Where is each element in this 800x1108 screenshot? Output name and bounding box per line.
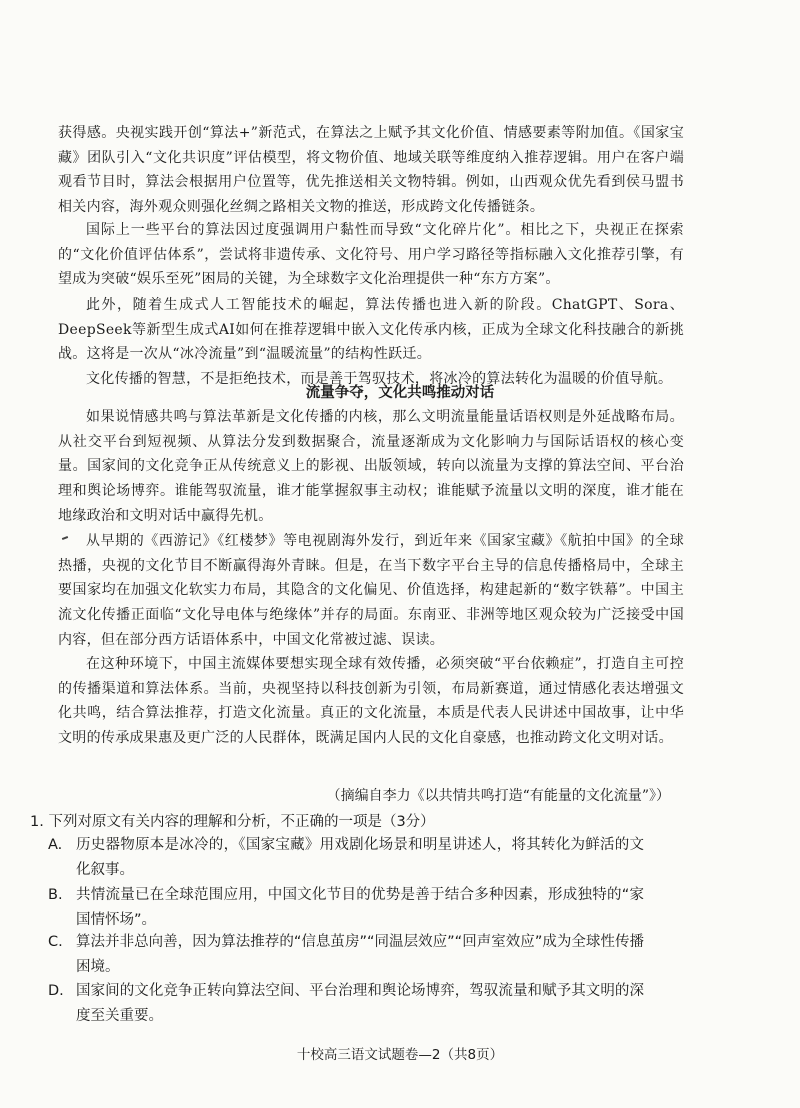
article-source: （摘编自李力《以共情共鸣打造“有能量的文化流量”》）: [326, 788, 670, 804]
option-a: [48, 833, 644, 883]
option-c: [48, 930, 644, 980]
article-paragraph-6: 从早期的《西游记》《红楼梦》等电视剧海外发行，到近年来《国家宝藏》《航拍中国》的全球热播，央视的文化节目不断赢得海外青睐。但是，在当下数字平台主导的信息传播格局中，全球主要国家均在加强文化软实力布局，其隐含的文化偏见、价值选择，构建起新的“数字铁幕”。中国主流文化传播正面临“文化导电体与绝缘体”并存的局面。东南亚、非洲等地区观众较为广泛接受中国内容，但在部分西方话语体系中，中国文化常被过滤、误读。: [58, 533, 684, 648]
option-d: [48, 979, 644, 1029]
article-paragraph-3: 此外，随着生成式人工智能技术的崛起，算法传播也进入新的阶段。ChatGPT、Sora、DeepSeek等新型生成式AI如何在推荐逻辑中嵌入文化传承内核，正成为全球文化科技融合的新挑战。这将是一次从“冰冷流量”到“温暖流量”的结构性跃迁。: [58, 297, 684, 363]
article-paragraph-4: 文化传播的智慧，不是拒绝技术，而是善于驾驭技术，将冰冷的算法转化为温暖的价值导航。: [86, 371, 673, 387]
option-letter: A.: [48, 837, 63, 853]
option-text: 国家间的文化竞争正转向算法空间、平台治理和舆论场博弈，驾驭流量和赋予其文明的深度至关重要。: [76, 983, 644, 1024]
article-paragraph-7: 在这种环境下，中国主流媒体要想实现全球有效传播，必须突破“平台依赖症”，打造自主可控的传播渠道和算法体系。当前，央视坚持以科技创新为引领，布局新赛道，通过情感化表达增强文化共鸣，结合算法推荐，打造文化流量。真正的文化流量，本质是代表人民讲述中国故事，让中华文明的传承成果惠及更广泛的人民群体，既满足国内人民的文化自豪感，也推动跨文化文明对话。: [58, 656, 684, 747]
question-stem: 1. 下列对原文有关内容的理解和分析，不正确的一项是（3分）: [30, 814, 435, 830]
option-letter: B.: [48, 887, 63, 903]
option-letter: D.: [48, 983, 64, 999]
option-text: 算法并非总向善，因为算法推荐的“信息茧房”“同温层效应”“回声室效应”成为全球性传播困境。: [76, 934, 644, 975]
section-heading: 流量争夺，文化共鸣推动对话: [305, 385, 495, 401]
option-b: [48, 883, 644, 933]
option-text: 历史器物原本是冰冷的，《国家宝藏》用戏剧化场景和明星讲述人，将其转化为鲜活的文化叙事。: [76, 837, 644, 878]
option-text: 共情流量已在全球范围应用，中国文化节目的优势是善于结合多种因素，形成独特的“家国情怀场”。: [76, 887, 644, 928]
article-paragraph-5: 如果说情感共鸣与算法革新是文化传播的内核，那么文明流量能量话语权则是外延战略布局。从社交平台到短视频、从算法分发到数据聚合，流量逐渐成为文化影响力与国际话语权的核心变量。国家间的文化竞争正从传统意义上的影视、出版领域，转向以流量为支撑的算法空间、平台治理和舆论场博弈。谁能驾驭流量，谁才能掌握叙事主动权；谁能赋予流量以文明的深度，谁才能在地缘政治和文明对话中赢得先机。: [58, 409, 684, 524]
article-paragraph-2: 国际上一些平台的算法因过度强调用户黏性而导致“文化碎片化”。相比之下，央视正在探索的“文化价值评估体系”，尝试将非遗传承、文化符号、用户学习路径等指标融入文化推荐引擎，有望成为突破“娱乐至死”困局的关键，为全球数字文化治理提供一种“东方方案”。: [58, 222, 684, 288]
page-footer: 十校高三语文试题卷—2（共8页）: [296, 1047, 504, 1063]
option-letter: C.: [48, 934, 63, 950]
article-paragraph-1: 获得感。央视实践开创“算法+”新范式，在算法之上赋予其文化价值、情感要素等附加值。《国家宝藏》团队引入“文化共识度”评估模型，将文物价值、地域关联等维度纳入推荐逻辑。用户在客户端观看节目时，算法会根据用户位置等，优先推送相关文物特辑。例如，山西观众优先看到侯马盟书相关内容，海外观众则强化丝绸之路相关文物的推送，形成跨文化传播链条。: [58, 125, 684, 216]
